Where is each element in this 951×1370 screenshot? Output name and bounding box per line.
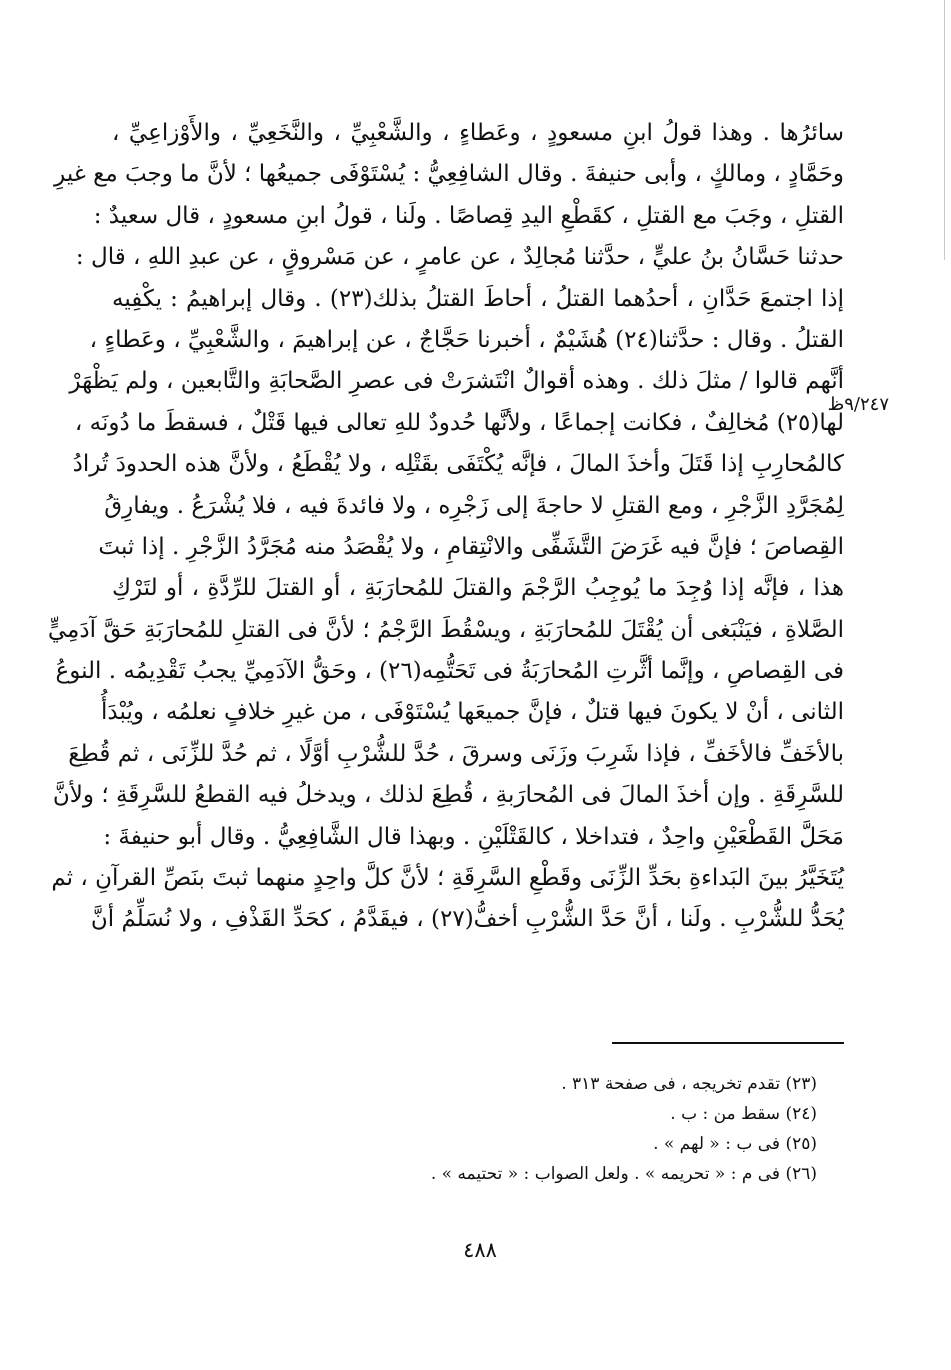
text-line: وحَمَّادٍ ، ومالكٍ ، وأبى حنيفةَ . وقال الشافِعِيُّ : يُسْتَوْفَى جميعُها ؛ لأنَّ ما وجبَ مع غيرِ [54,161,844,188]
text-line: فى القِصاصِ ، وإنَّما أثَّرتِ المُحارَبَةُ فى تَحَتُّمِه(٢٦) ، وحَقُّ الآدَمِيِّ يجبُ تَقْدِيمُه . النوعُ [55,658,844,685]
text-line: الصَّلاةِ ، فيَنْبَغى أن يُقْتَلَ للمُحارَبَةِ ، ويسْقُطَ الرَّجْمُ ؛ لأنَّ فى القتلِ للمُحارَبَةِ حَقَّ آدَمِيٍّ [47,616,844,643]
text-line: للسَّرِقَةِ . وإن أخذَ المالَ فى المُحارَبةِ ، قُطِعَ لذلك ، ويدخلُ فيه القطعُ للسَّرِقَةِ ؛ ولأنَّ [52,782,844,809]
text-line: يُتَخَيَّرُ بينَ البَداءةِ بحَدِّ الزِّنَى وقَطْعِ السَّرِقَةِ ؛ لأنَّ كلَّ واحِدٍ منهما ثبتَ بنَصِّ القرآنِ ، ثم [51,865,844,892]
text-line: إذا اجتمعَ حَدَّانِ ، أحدُهما القتلُ ، أحاطَ القتلُ بذلك(٢٣) . وقال إبراهيمُ : يكْفِيه [112,285,845,312]
text-line: أنَّهم قالوا / مثلَ ذلك . وهذه أقوالٌ انْتَشرَتْ فى عصرِ الصَّحابَةِ والتَّابعين ، ولم يَظْهَرْ [69,368,844,395]
text-line: القتلِ ، وجَبَ مع القتلِ ، كقَطْعِ اليدِ قِصاصًا . ولَنا ، قولُ ابنِ مسعودٍ ، قال سعيدٌ : [93,202,844,229]
text-line: بالأخَفِّ فالأخَفِّ ، فإذا شَرِبَ وزَنَى وسرقَ ، حُدَّ للشُّرْبِ أوَّلًا ، ثم حُدَّ للزِّنَى ، ثم قُطِعَ [68,740,844,767]
footnote: (٢٤) سقط من : ب . [670,1104,817,1124]
footnotes [297,1072,817,1192]
text-line: يُحَدُّ للشُّرْبِ . ولَنا ، أنَّ حَدَّ الشُّرْبِ أخفُّ(٢٧) ، فيقَدَّمُ ، كحَدِّ القَذْفِ ، ولا نُسَلِّمُ أنَّ [90,906,844,933]
main-text [47,118,845,946]
text-line: القتلُ . وقال : حدَّثنا(٢٤) هُشَيْمٌ ، أخبرنا حَجَّاجٌ ، عن إبراهيمَ ، والشَّعْبِيِّ ، وعَطاءٍ ، [89,326,844,353]
text-line: حدثنا حَسَّانُ بنُ عليٍّ ، حدَّثنا مُجالِدٌ ، عن عامرٍ ، عن مَسْروقٍ ، عن عبدِ اللهِ ، قال : [75,244,844,271]
text-line: هذا ، فإنَّه إذا وُجِدَ ما يُوجِبُ الرَّجْمَ والقتلَ للمُحارَبَةِ ، أو القتلَ للرِّدَّةِ ، أو لتَرْكِ [112,575,844,602]
text-line: القِصاصَ ؛ فإنَّ فيه غَرَضَ التَّشَفِّى والانْتِقامِ ، ولا يُقْصَدُ منه مُجَرَّدُ الزَّجْرِ . إذا ثبتَ [98,533,844,560]
footnote-separator [612,1042,844,1044]
footnote: (٢٣) تقدم تخريجه ، فى صفحة ٣١٣ . [561,1074,817,1094]
footnote: (٢٦) فى م : « تحريمه » . ولعل الصواب : « تحتيمه » . [430,1164,817,1184]
scan-edge-line [944,0,945,260]
page-number: ٤٨٨ [463,1238,497,1262]
text-line: لها(٢٥) مُخالِفٌ ، فكانت إجماعًا ، ولأنَّها حُدودٌ للهِ تعالى فيها قَتْلٌ ، فسقطَ ما دُونَه ، [74,409,844,436]
text-line: لِمُجَرَّدِ الزَّجْرِ ، ومع القتلِ لا حاجةَ إلى زَجْرِه ، ولا فائدةَ فيه ، فلا يُشْرَعُ . ويفارِقُ [104,492,844,519]
text-line: سائرُها . وهذا قولُ ابنِ مسعودٍ ، وعَطاءٍ ، والشَّعْبِيِّ ، والنَّخَعِيِّ ، والأَوْزاعِيِّ ، [112,120,844,146]
text-line: كالمُحارِبِ إذا قَتَلَ وأخذَ المالَ ، فإنَّه يُكْتَفَى بقَتْلِه ، ولا يُقْطَعُ ، ولأنَّ هذه الحدودَ تُرادُ [72,451,844,478]
footnote: (٢٥) فى ب : « لهم » . [653,1134,817,1154]
margin-folio-reference: ٩/٢٤٧ظ [827,394,889,415]
text-line: الثانى ، أنْ لا يكونَ فيها قتلٌ ، فإنَّ جميعَها يُسْتَوْفَى ، من غيرِ خلافٍ نعلمُه ، ويُبْدَأُ [101,699,844,726]
text-line: مَحَلَّ القَطْعَيْنِ واحِدٌ ، فتداخلا ، كالقَتْلَيْنِ . وبهذا قال الشَّافِعِيُّ . وقال أبو حنيفةَ : [103,823,844,850]
